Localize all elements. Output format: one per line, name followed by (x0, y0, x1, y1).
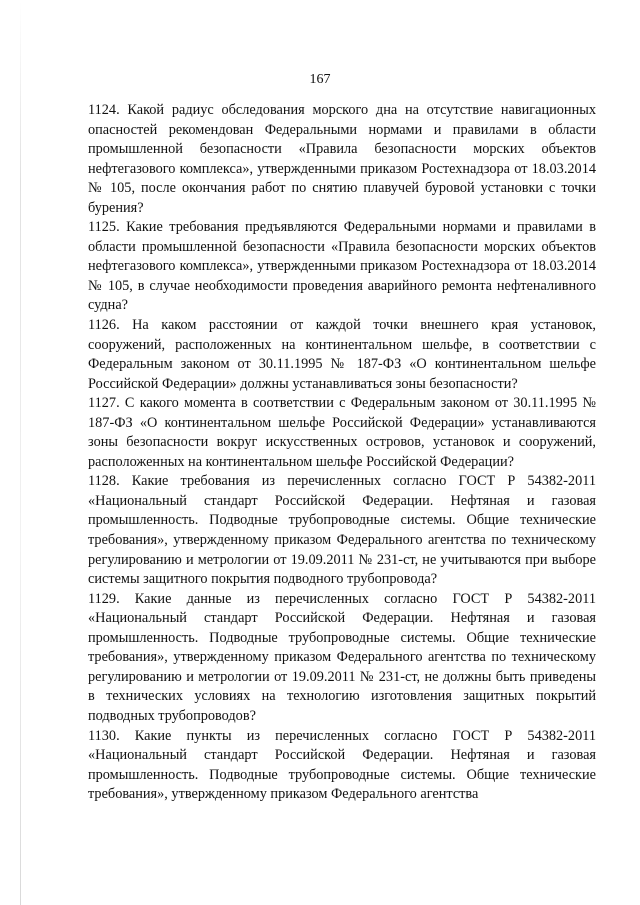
question-1128: 1128. Какие требования из перечисленных согласно ГОСТ Р 54382-2011 «Национальный стандарт Российской Федерации. Нефтяная и газовая промышленность. Подводные трубопроводные системы. Общие технические требования», утвержденному приказом Федерального агентства по техническому регулированию и метрологии от 19.09.2011 № 231-ст, не учитываются при выборе системы защитного покрытия подводного трубопровода? (88, 473, 596, 588)
question-1126: 1126. На каком расстоянии от каждой точки внешнего края установок, сооружений, расположенных на континентальном шельфе, в соответствии с Федеральным законом от 30.11.1995 № 187-ФЗ «О континентальном шельфе Российской Федерации» должны устанавливаться зоны безопасности? (88, 317, 596, 392)
question-1125: 1125. Какие требования предъявляются Федеральными нормами и правилами в области промышленной безопасности «Правила безопасности морских объектов нефтегазового комплекса», утвержденными приказом Ростехнадзора от 18.03.2014 № 105, в случае необходимости проведения аварийного ремонта нефтеналивного судна? (88, 219, 596, 314)
scan-edge (20, 0, 21, 905)
question-1127: 1127. С какого момента в соответствии с Федеральным законом от 30.11.1995 № 187-ФЗ «О континентальном шельфе Российской Федерации» устанавливаются зоны безопасности вокруг искусственных островов, установок и сооружений, расположенных на континентальном шельфе Российской Федерации? (88, 395, 596, 470)
question-1130: 1130. Какие пункты из перечисленных согласно ГОСТ Р 54382-2011 «Национальный стандарт Российской Федерации. Нефтяная и газовая промышленность. Подводные трубопроводные системы. Общие технические требования», утвержденному приказом Федерального агентства (88, 727, 596, 803)
page-number: 167 (309, 72, 331, 87)
question-1124: 1124. Какой радиус обследования морского дна на отсутствие навигационных опасностей рекомендован Федеральными нормами и правилами в области промышленной безопасности «Правила безопасности морских объектов нефтегазового комплекса», утвержденными приказом Ростехнадзора от 18.03.2014 № 105, после окончания работ по снятию плавучей буровой установки с точки бурения? (88, 102, 596, 216)
question-1129: 1129. Какие данные из перечисленных согласно ГОСТ Р 54382-2011 «Национальный стандарт Российской Федерации. Нефтяная и газовая промышленность. Подводные трубопроводные системы. Общие технические требования», утвержденному приказом Федерального агентства по техническому регулированию и метрологии от 19.09.2011 № 231-ст, не должны быть приведены в технических условиях на технологию изготовления защитных покрытий подводных трубопроводов? (88, 590, 596, 724)
document-body (88, 101, 596, 805)
